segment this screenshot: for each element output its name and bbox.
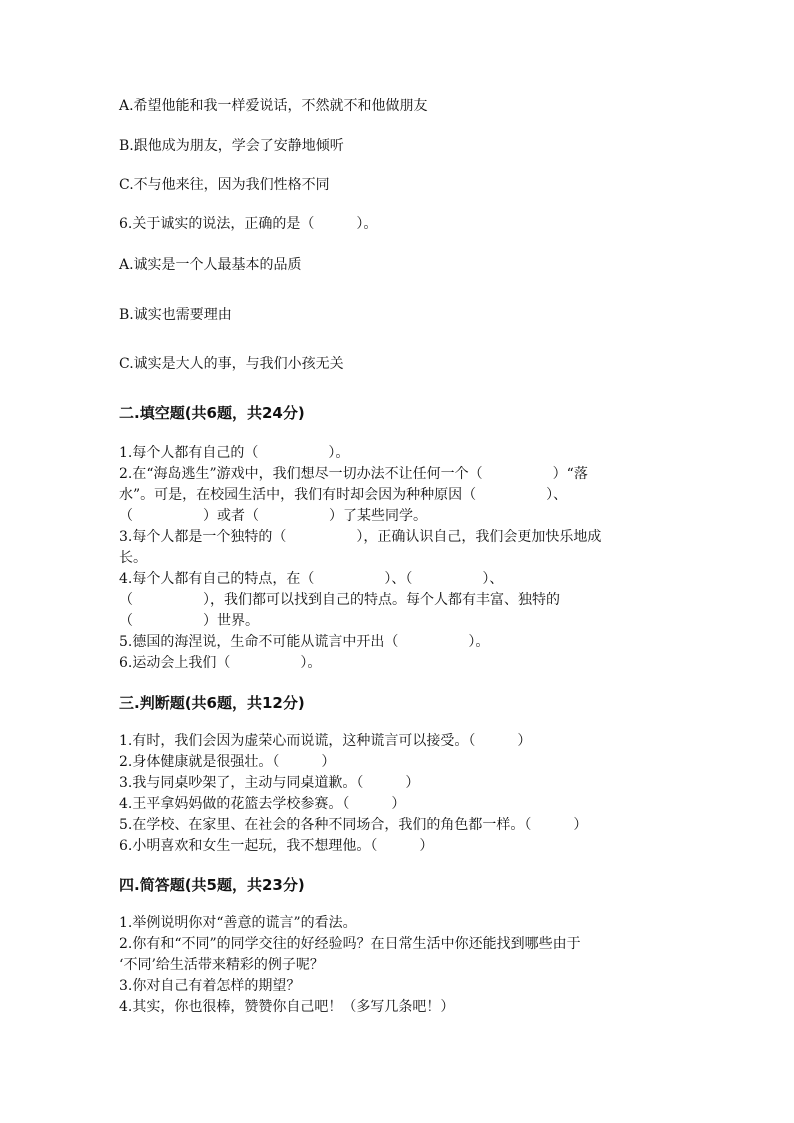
fill-blank-line: 3.每个人都是一个独特的（ ），正确认识自己，我们会更加快乐地成 [119,529,602,545]
q6-option-c: C.诚实是大人的事，与我们小孩无关 [119,356,344,372]
short-answer-line: ‘不同’给生活带来精彩的例子呢？ [119,957,324,973]
short-answer-line: 1.举例说明你对“善意的谎言”的看法。 [119,915,357,931]
short-answer-line: 2.你有和“不同”的同学交往的好经验吗？在日常生活中你还能找到哪些由于 [119,936,581,952]
fill-blank-line: （ ），我们都可以找到自己的特点。每个人都有丰富、独特的 [119,592,560,608]
true-false-line: 2.身体健康就是很强壮。（ ） [119,754,336,770]
q5-option-c: C.不与他来往，因为我们性格不同 [119,177,330,193]
true-false-line: 1.有时，我们会因为虚荣心而说谎，这种谎言可以接受。（ ） [119,733,532,749]
q6-option-a: A.诚实是一个人最基本的品质 [119,257,302,273]
q5-option-b: B.跟他成为朋友，学会了安静地倾听 [119,138,344,154]
fill-blank-line: （ ）世界。 [119,613,259,629]
fill-blank-line: 水”。可是，在校园生活中，我们有时却会因为种种原因（ ）、 [119,487,568,503]
fill-blank-line: （ ）或者（ ）了某些同学。 [119,508,427,524]
fill-blank-line: 4.每个人都有自己的特点，在（ ）、（ ）、 [119,571,504,587]
section-heading-true-false: 三.判断题(共6题，共12分) [119,694,305,712]
fill-blank-line: 长。 [119,550,147,566]
fill-blank-line: 5.德国的海涅说，生命不可能从谎言中开出（ ）。 [119,634,490,650]
true-false-line: 5.在学校、在家里、在社会的各种不同场合，我们的角色都一样。（ ） [119,817,588,833]
q6-option-b: B.诚实也需要理由 [119,307,232,323]
q5-option-a: A.希望他能和我一样爱说话，不然就不和他做朋友 [119,98,428,114]
section-heading-fill-blank: 二.填空题(共6题，共24分) [119,404,305,422]
section-heading-short-answer: 四.简答题(共5题，共23分) [119,876,305,894]
true-false-line: 4.王平拿妈妈做的花篮去学校参赛。（ ） [119,796,406,812]
true-false-line: 3.我与同桌吵架了，主动与同桌道歉。（ ） [119,775,420,791]
short-answer-line: 4.其实，你也很棒，赞赞你自己吧！（多写几条吧！） [119,999,455,1015]
fill-blank-line: 2.在“海岛逃生”游戏中，我们想尽一切办法不让任何一个（ ）“落 [119,466,588,482]
q6-stem: 6.关于诚实的说法，正确的是（ ）。 [119,216,378,232]
short-answer-line: 3.你对自己有着怎样的期望？ [119,978,301,994]
fill-blank-line: 6.运动会上我们（ ）。 [119,655,322,671]
fill-blank-line: 1.每个人都有自己的（ ）。 [119,445,350,461]
true-false-line: 6.小明喜欢和女生一起玩，我不想理他。（ ） [119,838,434,854]
